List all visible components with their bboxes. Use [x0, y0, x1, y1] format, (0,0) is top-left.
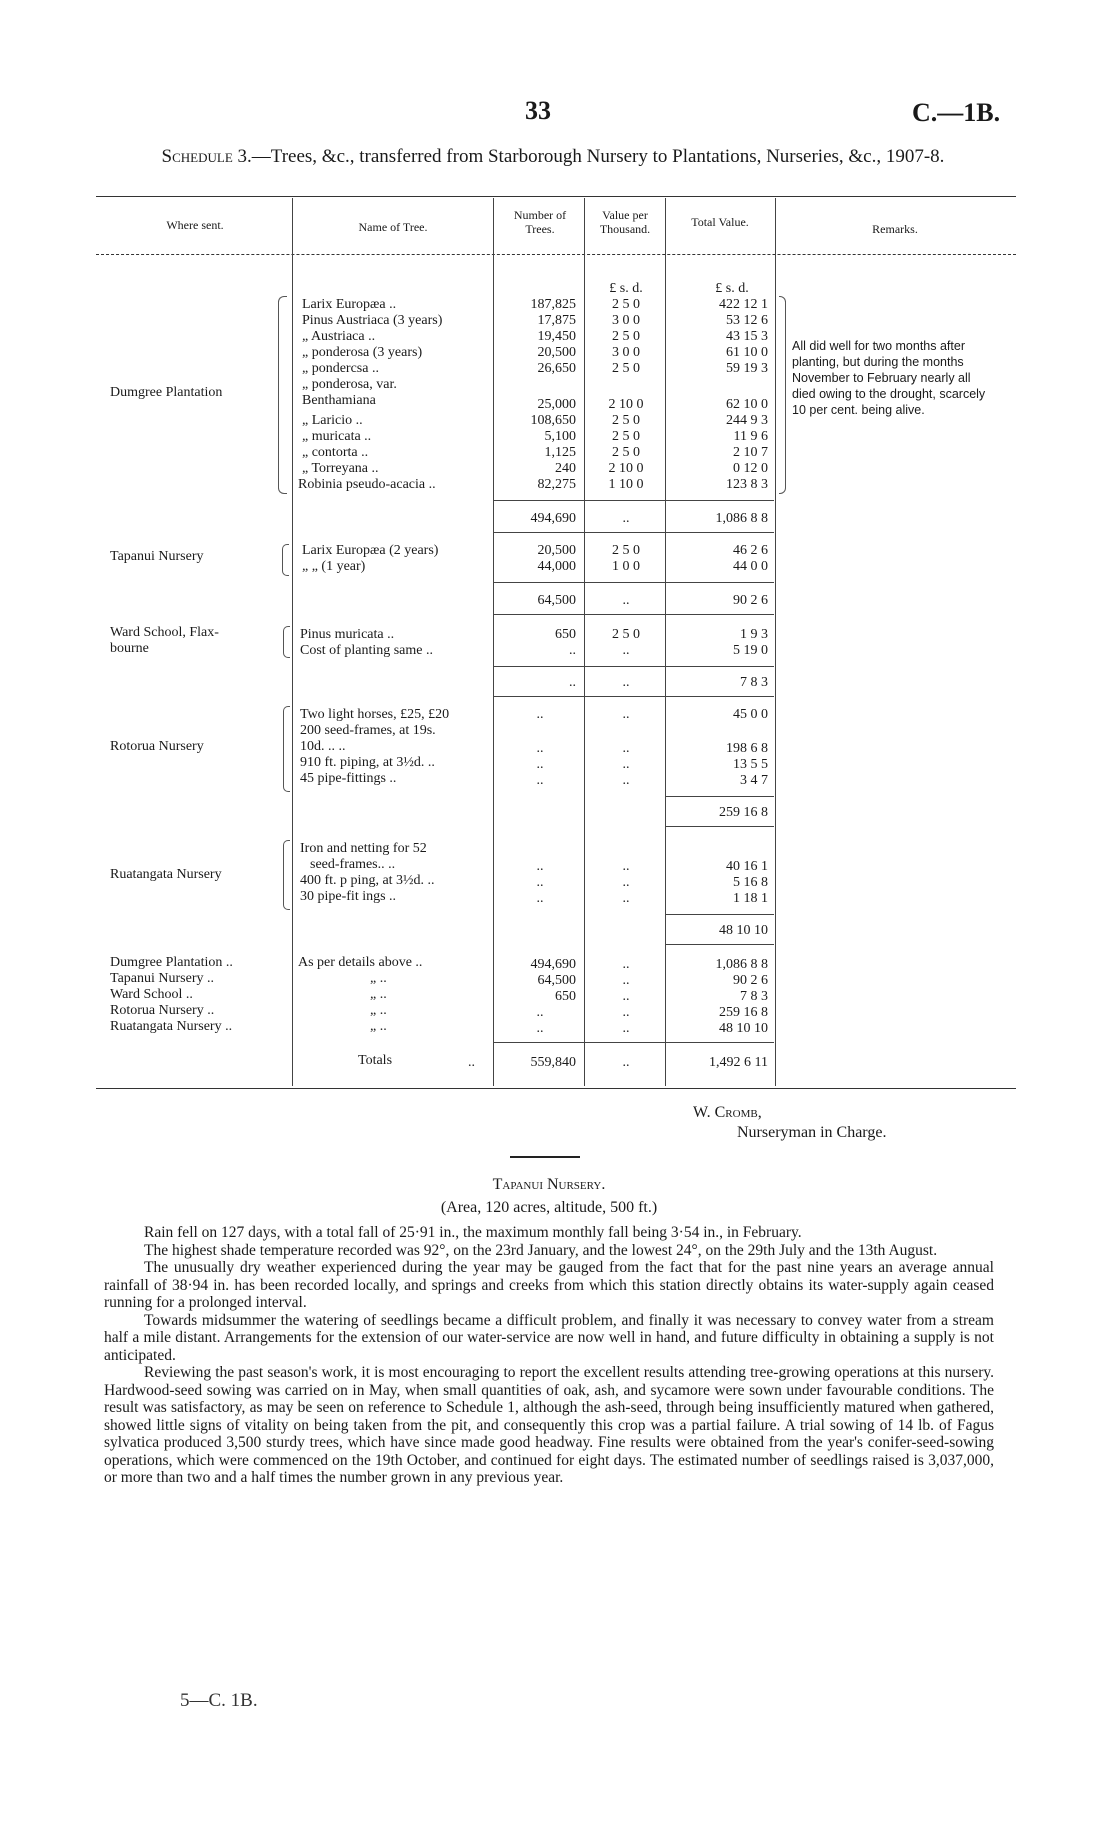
table-cell-number: .. [569, 643, 576, 658]
col-header-value: Value per Thousand. [599, 208, 651, 236]
table-cell-number: .. [536, 773, 544, 788]
col-rule-3 [584, 198, 585, 1086]
table-cell-total: 244 9 3 [726, 413, 768, 428]
body-text [104, 1224, 994, 1487]
table-cell-value: .. [622, 859, 630, 874]
paragraph-water-supply: Towards midsummer the watering of seedlings became a difficult problem, and finally it was necessary to convey water from a stream half a mile distant. Arrangements for the extension of our water-service are now well in hand, and future difficulty in obtaining a supply is not anticipated. [104, 1311, 994, 1364]
table-cell-value: 2 5 0 [612, 543, 640, 558]
footer-signature-mark: 5—C. 1B. [180, 1690, 258, 1711]
brace-dumgree [278, 296, 287, 494]
table-cell-total: 123 8 3 [726, 477, 768, 492]
table-cell-total: 11 9 6 [733, 429, 768, 444]
table-row: 45 pipe-fittings .. [300, 771, 397, 786]
table-row: Pinus muricata .. [300, 627, 395, 642]
table-cell-total: 198 6 8 [726, 741, 768, 756]
summary-name: „ .. [370, 1003, 387, 1018]
table-row: Pinus Austriaca (3 years) [302, 313, 443, 328]
table-cell-total: 0 12 0 [733, 461, 768, 476]
summary-place: Ruatangata Nursery .. [110, 1019, 233, 1034]
brace-ruatangata [283, 840, 290, 910]
table-cell-value: 1 0 0 [612, 559, 640, 574]
summary-number: 494,690 [530, 957, 576, 972]
page-number: 33 [525, 96, 551, 125]
table-cell-value: 2 5 0 [612, 329, 640, 344]
table-cell-number: 26,650 [537, 361, 576, 376]
table-row: Iron and netting for 52 [300, 841, 427, 856]
paragraph-temperature: The highest shade temperature recorded was 92°, on the 23rd January, and the lowest 24°, on the 29th July and the 13th August. [144, 1241, 938, 1259]
summary-value: .. [622, 1005, 630, 1020]
table-row: 30 pipe-fit ings .. [300, 889, 397, 904]
brace-remarks [779, 296, 786, 494]
table-cell-total: 5 16 8 [733, 875, 768, 890]
table-cell-number: 187,825 [530, 297, 576, 312]
col-rule-5 [775, 198, 776, 1086]
table-cell-total: 422 12 1 [719, 297, 768, 312]
summary-number: 650 [555, 989, 576, 1004]
table-row: „ Torreyana .. [302, 461, 379, 476]
table-row: seed-frames.. .. [310, 857, 396, 872]
ruatangata-subtotal-total: 48 10 10 [719, 923, 768, 938]
summary-place: Dumgree Plantation .. [110, 955, 233, 970]
table-cell-value: .. [622, 643, 630, 658]
table-cell-value: .. [622, 741, 630, 756]
table-cell-value: .. [622, 757, 630, 772]
table-cell-value: 2 5 0 [612, 413, 640, 428]
table-cell-total: 3 4 7 [740, 773, 768, 788]
table-cell-value: .. [622, 773, 630, 788]
table-row: 910 ft. piping, at 3½d. .. [300, 755, 435, 770]
paragraph-season-review: Reviewing the past season's work, it is most encouraging to report the excellent results attending tree-growing operations at this nursery. Hardwood-seed sowing was carried on in May, when small quantities of oak, ash, and sycamore were sown under favourable conditions. The result was satisfactory, as may be seen on reference to Schedule 1, although the ash-seed, through being insufficiently matured when gathered, showed little signs of vitality on being taken from the pit, and consequently this crop was a partial failure. A trial sowing of 14 lb. of Fagus sylvatica produced 3,500 sturdy trees, which have since made good headway. Fine results were obtained from the year's conifer-seed-sowing operations, which were commenced on the 19th October, and continued for eight days. The estimated number of seedlings raised is 3,037,000, or more than two and a half times the number grown in any previous year. [104, 1364, 994, 1486]
table-cell-number: 240 [555, 461, 576, 476]
table-cell-number: .. [536, 891, 544, 906]
summary-place: Ward School .. [110, 987, 193, 1002]
brace-rotorua [283, 706, 290, 792]
table-row: Cost of planting same .. [300, 643, 433, 658]
table-row: Benthamiana [302, 393, 376, 408]
table-cell-number: 1,125 [544, 445, 576, 460]
table-cell-total: 1 9 3 [740, 627, 768, 642]
ward-subtotal-value: .. [622, 675, 630, 690]
dumgree-remarks: All did well for two months after planting, but during the months November to February nearly all died owing to the drought, scarcely 10 per cent. being alive. [792, 339, 986, 417]
subtotal-rule [666, 796, 774, 797]
table-cell-value: .. [622, 875, 630, 890]
table-cell-total: 5 19 0 [733, 643, 768, 658]
summary-place: Rotorua Nursery .. [110, 1003, 215, 1018]
place-ward-line1: Ward School, Flax- [110, 625, 219, 640]
subtotal-rule [666, 944, 774, 945]
table-row: Two light horses, £25, £20 [300, 707, 450, 722]
table-row: 400 ft. p ping, at 3½d. .. [300, 873, 435, 888]
table-cell-total: 59 19 3 [726, 361, 768, 376]
summary-total: 90 2 6 [733, 973, 768, 988]
signature-name [693, 1104, 762, 1122]
subtotal-rule [494, 614, 774, 615]
table-cell-number: 108,650 [530, 413, 576, 428]
table-cell-number: .. [536, 875, 544, 890]
col-header-number: Number of Trees. [513, 208, 567, 236]
table-cell-total: 53 12 6 [726, 313, 768, 328]
table-cell-number: 44,000 [537, 559, 576, 574]
table-cell-total: 40 16 1 [726, 859, 768, 874]
table-cell-number: 17,875 [537, 313, 576, 328]
table-row: „ ponderosa (3 years) [302, 345, 423, 360]
col-header-where: Where sent. [166, 218, 224, 232]
table-cell-total: 13 5 5 [733, 757, 768, 772]
subtotal-rule [494, 696, 774, 697]
schedule-title [103, 146, 1003, 168]
totals-rule [494, 1042, 774, 1043]
schedule-lead: Schedule [161, 146, 233, 167]
brace-ward [283, 626, 290, 658]
table-cell-value: 3 0 0 [612, 313, 640, 328]
table-cell-value: 1 10 0 [608, 477, 644, 492]
table-cell-value: .. [622, 891, 630, 906]
section-subheading: (Area, 120 acres, altitude, 500 ft.) [440, 1199, 658, 1216]
summary-number: .. [536, 1021, 544, 1036]
summary-name: „ .. [370, 987, 387, 1002]
summary-value: .. [622, 957, 630, 972]
summary-place: Tapanui Nursery .. [110, 971, 214, 986]
summary-value: .. [622, 973, 630, 988]
totals-number: 559,840 [530, 1055, 576, 1070]
place-dumgree: Dumgree Plantation [110, 385, 223, 400]
place-ward-line2: bourne [110, 641, 149, 656]
dumgree-subtotal-total: 1,086 8 8 [715, 511, 768, 526]
table-cell-value: 2 5 0 [612, 361, 640, 376]
table-row: 200 seed-frames, at 19s. [300, 723, 436, 738]
table-cell-number: 650 [555, 627, 576, 642]
summary-value: .. [622, 989, 630, 1004]
totals-total: 1,492 6 11 [709, 1055, 768, 1070]
table-row: „ Austriaca .. [302, 329, 376, 344]
paragraph-dry-weather: The unusually dry weather experienced during the year may be gauged from the fact that for the past nine years an average annual rainfall of 38·94 in. has been recorded locally, and springs and creeks from which this station directly obtains its water-supply again ceased running for a prolonged interval. [104, 1259, 994, 1311]
ward-subtotal-total: 7 8 3 [740, 675, 768, 690]
table-top-rule [96, 196, 1016, 197]
tapanui-subtotal-value: .. [622, 593, 630, 608]
brace-tapanui [282, 544, 289, 576]
summary-name: „ .. [370, 1019, 387, 1034]
col-rule-1 [292, 198, 293, 1086]
summary-value: .. [622, 1021, 630, 1036]
table-header-rule [96, 254, 1016, 255]
summary-name: „ .. [370, 971, 387, 986]
table-cell-total: 1 18 1 [733, 891, 768, 906]
tapanui-subtotal-total: 90 2 6 [733, 593, 768, 608]
table-cell-number: .. [536, 741, 544, 756]
table-row: „ ponderosa, var. [302, 377, 397, 392]
col-header-remarks: Remarks. [872, 222, 918, 236]
subtotal-rule [494, 666, 774, 667]
table-cell-total: 2 10 7 [733, 445, 768, 460]
rotorua-subtotal-total: 259 16 8 [719, 805, 768, 820]
tapanui-subtotal-number: 64,500 [537, 593, 576, 608]
signature-role: Nurseryman in Charge. [737, 1124, 887, 1141]
schedule-title-text: 3.—Trees, &c., transferred from Starborough Nursery to Plantations, Nurseries, &c., 1907-8. [237, 146, 945, 167]
ward-subtotal-number: .. [569, 675, 576, 690]
col-rule-2 [493, 198, 494, 1086]
table-cell-value: 2 10 0 [608, 461, 644, 476]
place-tapanui: Tapanui Nursery [110, 549, 204, 564]
place-ruatangata: Ruatangata Nursery [110, 867, 222, 882]
table-cell-value: 2 5 0 [612, 297, 640, 312]
table-cell-total: 45 0 0 [733, 707, 768, 722]
table-row: Larix Europæa (2 years) [302, 543, 439, 558]
paragraph-rainfall: Rain fell on 127 days, with a total fall of 25·91 in., the maximum monthly fall being 3·54 in., in February. [144, 1224, 802, 1241]
summary-name: As per details above .. [298, 955, 423, 970]
totals-label: Totals [358, 1053, 393, 1068]
table-cell-number: .. [536, 757, 544, 772]
table-cell-number: .. [536, 707, 544, 722]
section-divider [510, 1156, 580, 1158]
table-cell-total: 61 10 0 [726, 345, 768, 360]
summary-number: 64,500 [537, 973, 576, 988]
units-value: £ s. d. [609, 281, 643, 296]
table-row: Larix Europæa .. [302, 297, 397, 312]
table-bottom-rule [96, 1088, 1016, 1089]
dumgree-subtotal-value: .. [622, 511, 630, 526]
col-header-total: Total Value. [691, 215, 749, 229]
section-heading: Tapanui Nursery. [492, 1176, 606, 1193]
table-cell-total: 46 2 6 [733, 543, 768, 558]
subtotal-rule [494, 582, 774, 583]
totals-dots: .. [468, 1055, 475, 1070]
table-cell-value: .. [622, 707, 630, 722]
table-cell-total: 43 15 3 [726, 329, 768, 344]
table-cell-value: 2 5 0 [612, 429, 640, 444]
table-row: „ pondercsa .. [302, 361, 379, 376]
subtotal-rule [666, 826, 774, 827]
totals-value: .. [622, 1055, 630, 1070]
table-cell-total: 62 10 0 [726, 397, 768, 412]
summary-total: 259 16 8 [719, 1005, 768, 1020]
col-rule-4 [665, 198, 666, 1086]
subtotal-rule [494, 500, 774, 501]
subtotal-rule [494, 532, 774, 533]
summary-number: .. [536, 1005, 544, 1020]
summary-total: 1,086 8 8 [715, 957, 768, 972]
table-row: „ muricata .. [302, 429, 372, 444]
subtotal-rule [666, 914, 774, 915]
summary-total: 7 8 3 [740, 989, 768, 1004]
table-cell-value: 3 0 0 [612, 345, 640, 360]
summary-total: 48 10 10 [719, 1021, 768, 1036]
place-rotorua: Rotorua Nursery [110, 739, 204, 754]
table-cell-total: 44 0 0 [733, 559, 768, 574]
table-row: 10d. .. .. [300, 739, 346, 754]
table-cell-value: 2 10 0 [608, 397, 644, 412]
table-row: Robinia pseudo-acacia .. [298, 477, 436, 492]
table-cell-number: 5,100 [544, 429, 576, 444]
table-cell-number: 19,450 [537, 329, 576, 344]
signature-name-text: W. Cromb, [693, 1104, 762, 1121]
units-total: £ s. d. [715, 281, 749, 296]
dumgree-subtotal-number: 494,690 [530, 511, 576, 526]
table-cell-number: .. [536, 859, 544, 874]
table-cell-number: 25,000 [537, 397, 576, 412]
table-cell-value: 2 5 0 [612, 627, 640, 642]
table-row: „ contorta .. [302, 445, 369, 460]
table-cell-number: 20,500 [537, 543, 576, 558]
table-cell-number: 82,275 [537, 477, 576, 492]
table-cell-value: 2 5 0 [612, 445, 640, 460]
table-row: „ Laricio .. [302, 413, 363, 428]
col-header-name: Name of Tree. [358, 220, 428, 234]
document-reference: C.—1B. [912, 98, 1001, 127]
table-row: „ „ (1 year) [302, 559, 366, 574]
table-cell-number: 20,500 [537, 345, 576, 360]
